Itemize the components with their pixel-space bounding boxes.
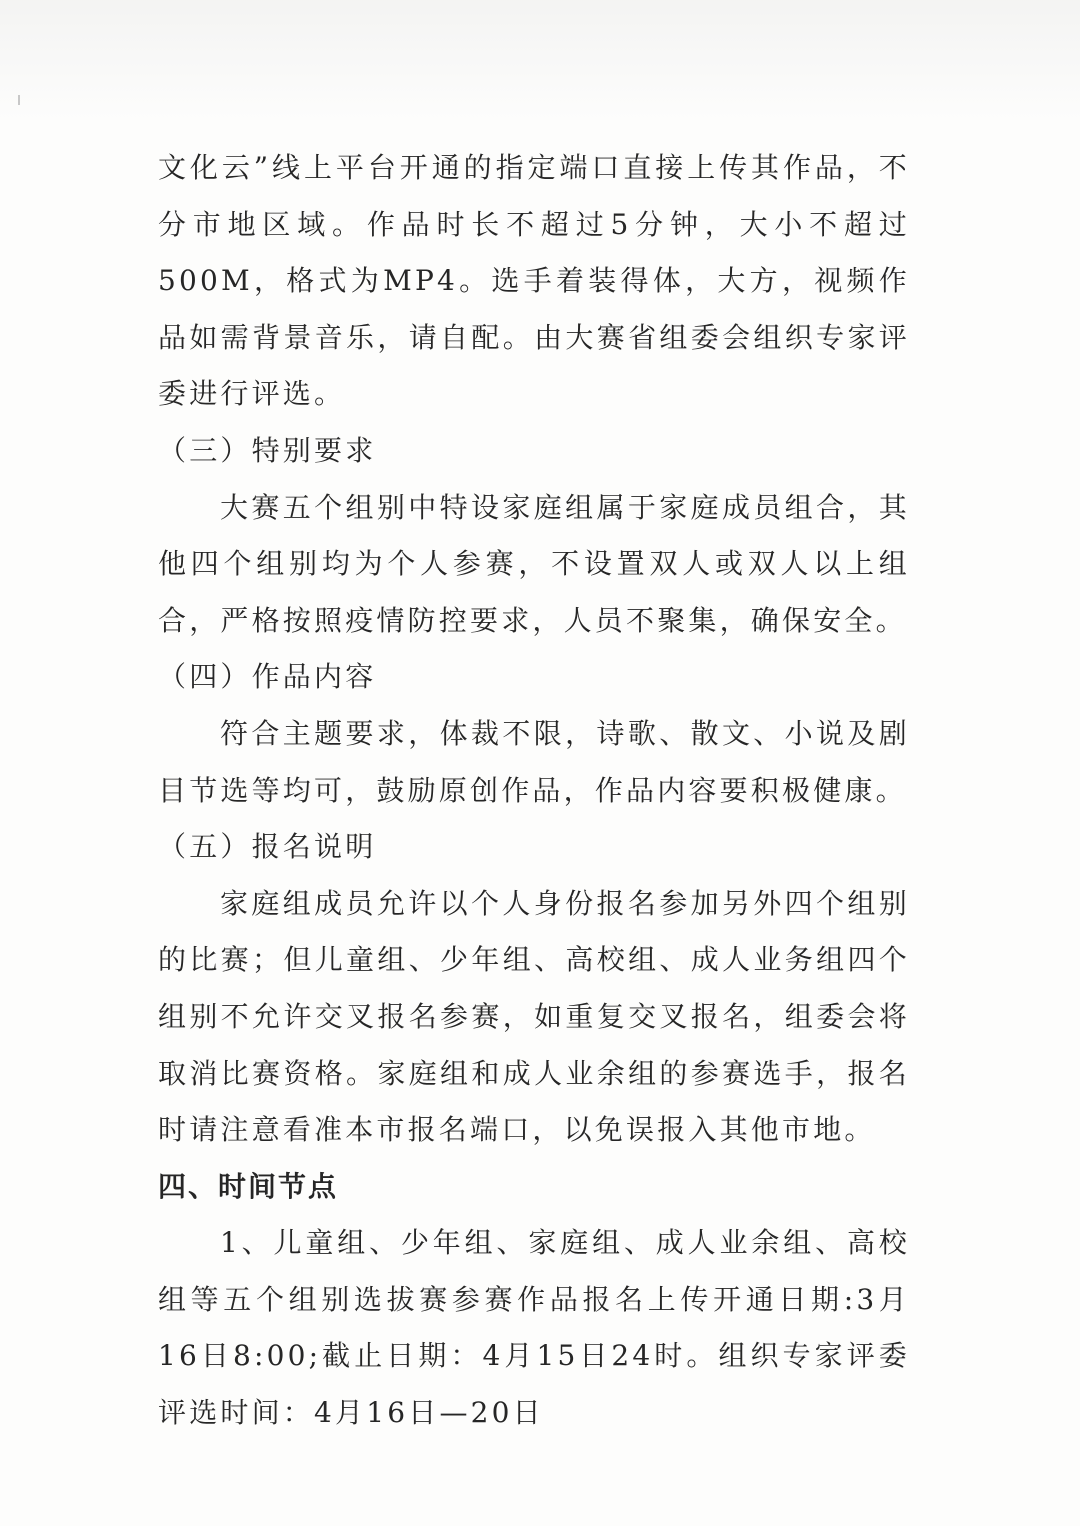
heading-special-requirements: （三）特别要求 bbox=[158, 433, 377, 467]
paragraph-registration-notes: 家庭组成员允许以个人身份报名参加另外四个组别的比赛；但儿童组、少年组、高校组、成人业务组四个组别不允许交叉报名参赛，如重复交叉报名，组委会将取消比赛资格。家庭组和成人业余组的参赛选手，报名时请注意看准本市报名端口，以免误报入其他市地。 bbox=[158, 886, 910, 1147]
paragraph-upload-requirements: 文化云”线上平台开通的指定端口直接上传其作品，不分市地区域。作品时长不超过5分钟，大小不超过500M，格式为MP4。选手着装得体，大方，视频作品如需背景音乐，请自配。由大赛省组委会组织专家评委进行评选。 bbox=[158, 151, 910, 411]
paragraph-work-content: 符合主题要求，体裁不限，诗歌、散文、小说及剧目节选等均可，鼓励原创作品，作品内容要积极健康。 bbox=[158, 716, 910, 807]
heading-registration-notes: （五）报名说明 bbox=[158, 830, 377, 864]
paragraph-time-nodes: 1、儿童组、少年组、家庭组、成人业余组、高校组等五个组别选拔赛参赛作品报名上传开通日期:3月16日8:00;截止日期：4月15日24时。组织专家评委评选时间：4月16日—20日 bbox=[158, 1226, 910, 1430]
scan-mark bbox=[18, 95, 20, 105]
section-heading-time-nodes: 四、时间节点 bbox=[158, 1169, 339, 1203]
paragraph-special-requirements: 大赛五个组别中特设家庭组属于家庭成员组合，其他四个组别均为个人参赛，不设置双人或双人以上组合，严格按照疫情防控要求，人员不聚集，确保安全。 bbox=[158, 490, 910, 637]
scan-shadow bbox=[0, 0, 1080, 120]
heading-work-content: （四）作品内容 bbox=[158, 660, 377, 694]
document-body bbox=[158, 140, 910, 1442]
